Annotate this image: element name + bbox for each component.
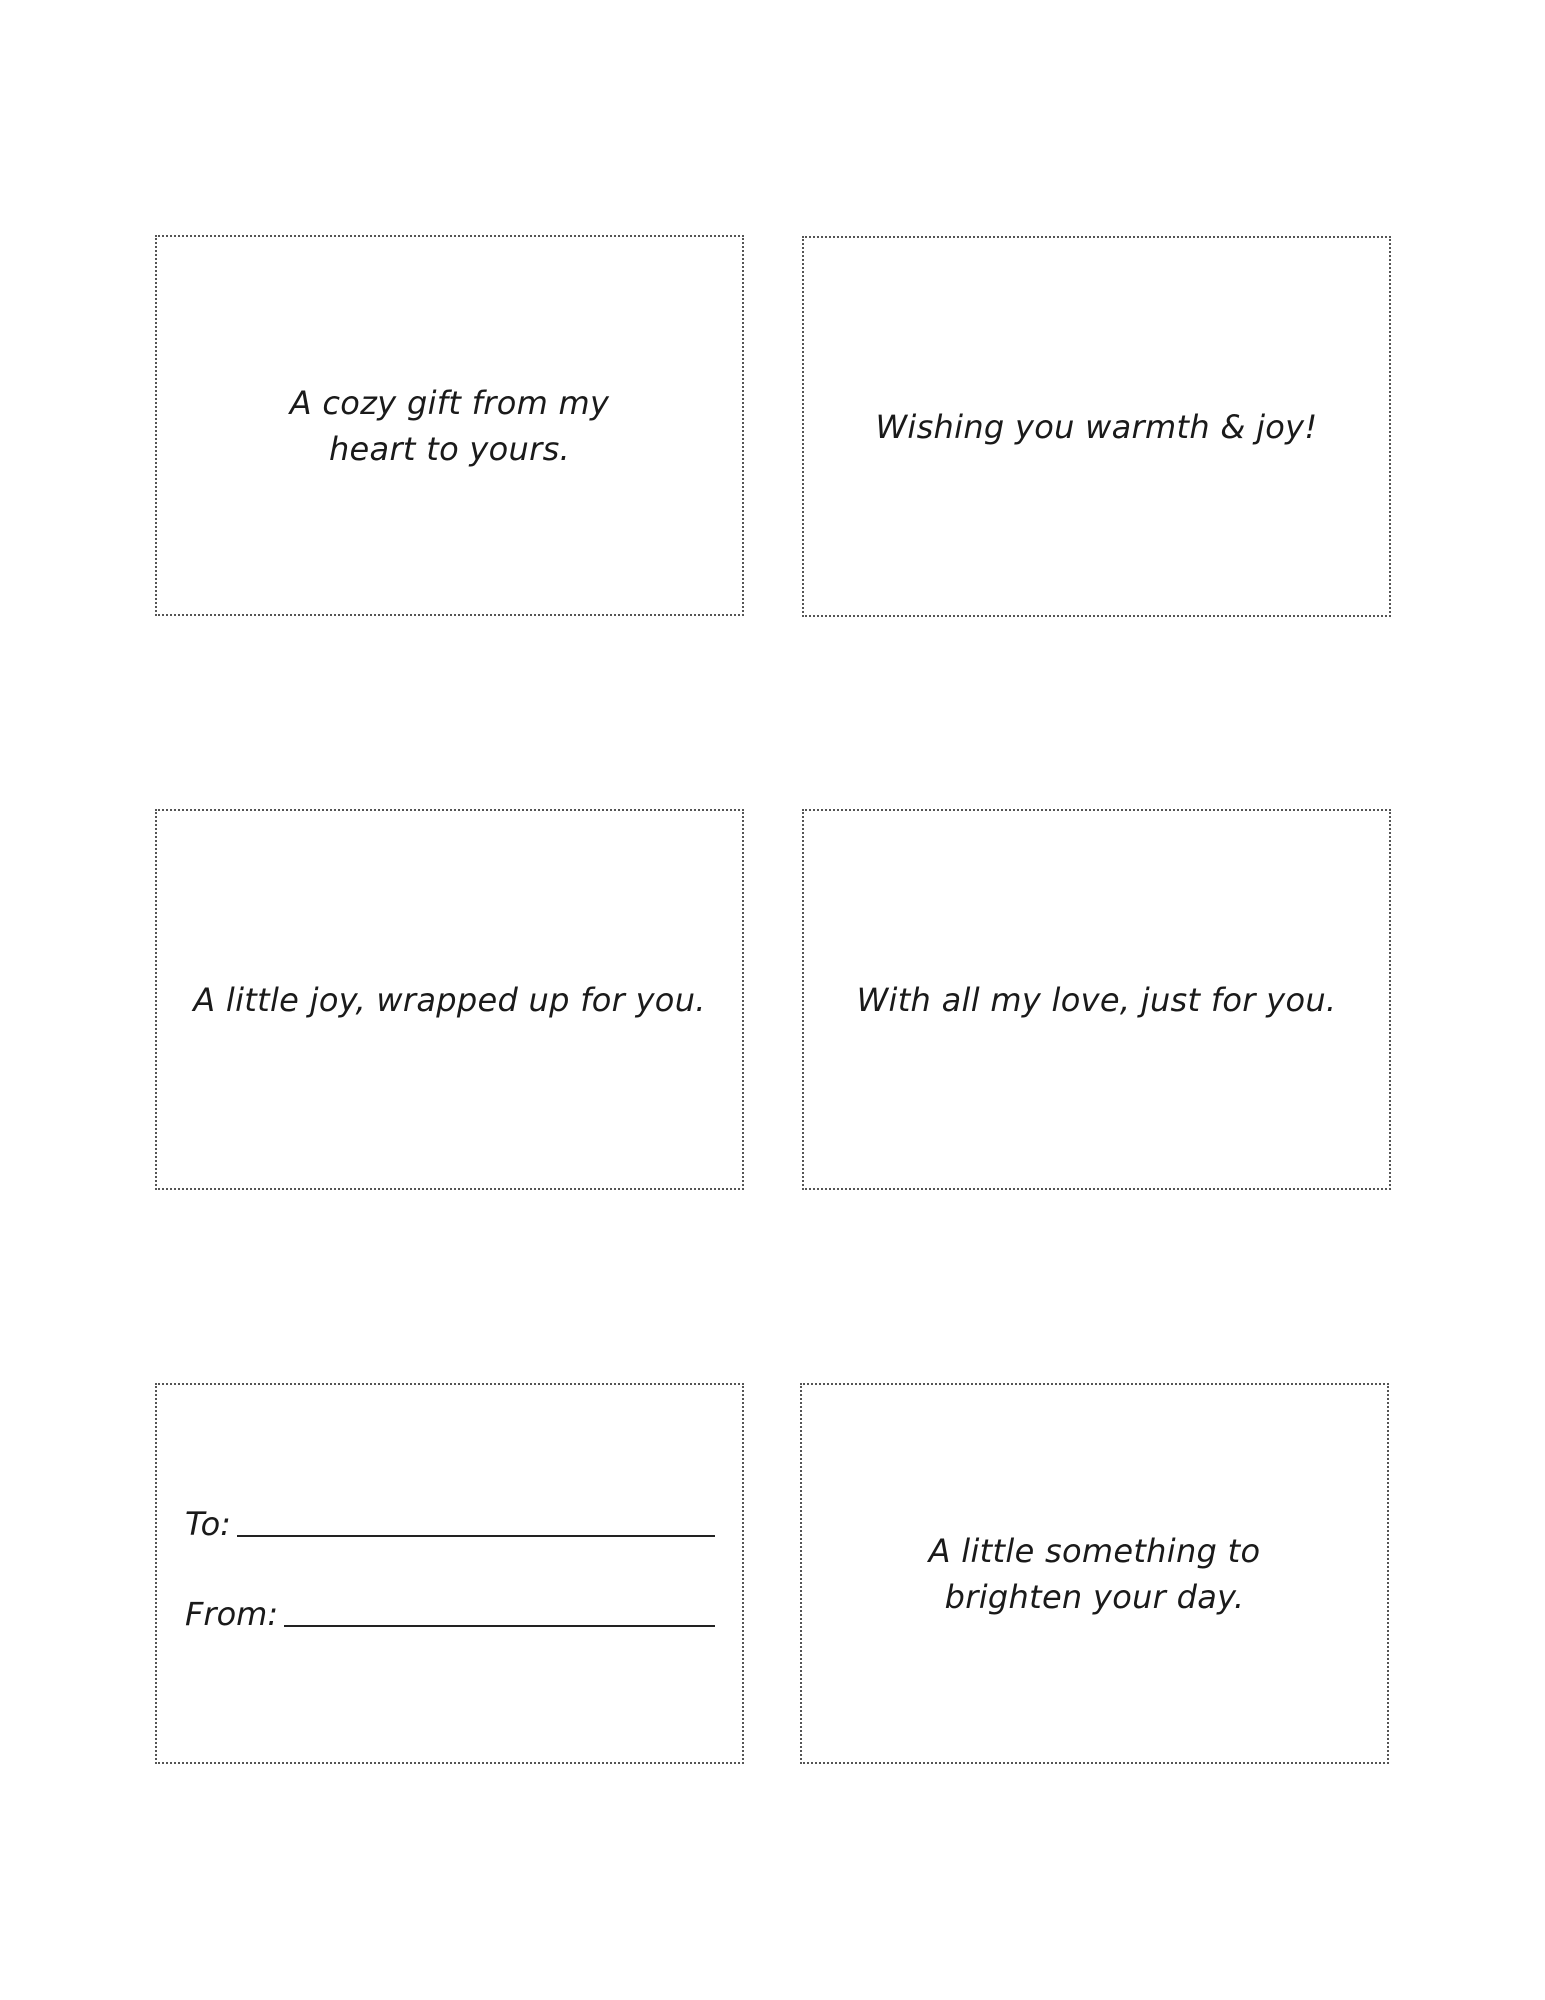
to-label: To:	[185, 1505, 231, 1543]
gift-tag-card	[155, 235, 744, 616]
message-line: brighten your day.	[944, 1577, 1245, 1616]
message-line: A little joy, wrapped up for you.	[193, 980, 706, 1019]
message-line: A cozy gift from my	[289, 383, 610, 422]
gift-tag-card	[802, 236, 1391, 617]
message-line: A little something to	[928, 1531, 1261, 1570]
from-blank-line[interactable]	[284, 1625, 715, 1627]
gift-tag-message	[857, 977, 1337, 1023]
to-blank-line[interactable]	[237, 1535, 715, 1537]
gift-tag-message	[193, 977, 706, 1023]
to-from-card	[155, 1383, 744, 1764]
gift-tag-message	[875, 404, 1317, 450]
gift-tag-message	[929, 1528, 1261, 1620]
message-line: Wishing you warmth & joy!	[875, 407, 1318, 446]
gift-tag-card	[155, 809, 744, 1190]
to-field[interactable]	[185, 1505, 715, 1543]
message-line: heart to yours.	[328, 429, 571, 468]
gift-tag-card	[802, 809, 1391, 1190]
message-line: With all my love, just for you.	[856, 980, 1337, 1019]
from-label: From:	[185, 1595, 279, 1633]
from-field[interactable]	[185, 1595, 715, 1633]
gift-tag-card	[800, 1383, 1389, 1764]
gift-tag-message	[290, 380, 609, 472]
